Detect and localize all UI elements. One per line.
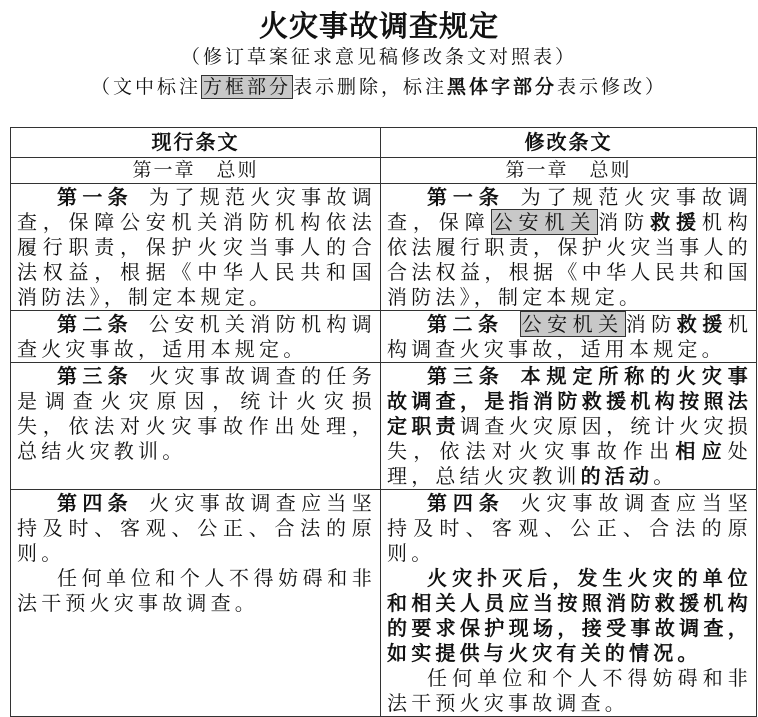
header-current: 现行条文 (11, 128, 381, 158)
article-number: 第二条 (427, 312, 504, 336)
text-segment: 消防 (625, 312, 677, 336)
header-revised: 修改条文 (381, 128, 757, 158)
article-number: 第三条 (427, 364, 505, 388)
article-row (11, 311, 757, 363)
paragraph (17, 364, 376, 464)
text-segment: 。 (653, 464, 678, 488)
note-suffix: 表示修改） (557, 76, 668, 98)
modified-text: 救援 (676, 312, 728, 336)
legend-note (0, 72, 758, 99)
article-revised (381, 311, 757, 363)
paragraph (17, 185, 376, 310)
article-number: 第一条 (57, 185, 134, 209)
modified-text: 的活动 (580, 464, 654, 488)
note-bold: 黑体字部分 (447, 76, 558, 98)
text-segment: 任何单位和个人不得妨碍和非法干预火灾事故调查。 (17, 566, 376, 615)
paragraph (17, 312, 376, 362)
text-segment: 处理，总结火灾教训 (387, 439, 752, 488)
article-number: 第一条 (427, 185, 505, 209)
modified-text: 相应 (675, 439, 728, 463)
chapter-revised: 第一章 总则 (381, 158, 757, 184)
subtitle: （修订草案征求意见稿修改条文对照表） (180, 46, 577, 68)
note-middle: 表示删除，标注 (292, 76, 447, 98)
paragraph (387, 666, 752, 716)
paragraph (387, 566, 752, 666)
note-prefix: （文中标注 (90, 76, 201, 98)
article-current (11, 490, 381, 717)
modified-text: 救援 (650, 210, 702, 234)
text-segment: 任何单位和个人不得妨碍和非法干预火灾事故调查。 (387, 666, 752, 715)
text-segment: 为了规范火灾事故调查，保障公安机关消防机构依法履行职责，保护火灾当事人的合法权益，根据《中华人民共和国消防法》，制定本规定。 (17, 185, 376, 309)
article-row (11, 184, 757, 311)
article-number: 第二条 (57, 312, 134, 336)
text-segment: 火灾事故调查的任务是调查火灾原因，统计火灾损失，依法对火灾事故作出处理，总结火灾教训。 (17, 364, 376, 463)
chapter-row (11, 158, 757, 184)
text-segment: 为了规范火灾事故调查，保障 (387, 185, 752, 234)
page-title: 火灾事故调查规定 (258, 9, 499, 43)
paragraph (387, 312, 752, 362)
paragraph (387, 491, 752, 566)
paragraph (17, 566, 376, 616)
article-number: 第四条 (427, 491, 505, 515)
article-row (11, 363, 757, 490)
text-segment: 机构依法履行职责，保护火灾当事人的合法权益，根据《中华人民共和国消防法》，制定本规定。 (387, 210, 752, 309)
text-segment: 调查火灾原因，统计火灾损失，依法对火灾事故作出 (387, 414, 752, 463)
article-revised (381, 184, 757, 311)
text-segment: 消防 (598, 210, 651, 234)
paragraph (387, 364, 752, 489)
article-revised (381, 363, 757, 490)
deleted-text: 公安机关 (492, 210, 597, 234)
note-boxed: 方框部分 (202, 76, 291, 98)
article-number: 第四条 (57, 491, 134, 515)
comparison-table (10, 127, 757, 717)
article-revised (381, 490, 757, 717)
chapter-current: 第一章 总则 (11, 158, 381, 184)
paragraph (387, 185, 752, 310)
modified-text: 火灾扑灭后，发生火灾的单位和相关人员应当按照消防救援机构的要求保护现场，接受事故调查，如实提供与火灾有关的情况。 (387, 566, 752, 665)
text-segment: 火灾事故调查应当坚持及时、客观、公正、合法的原则。 (17, 491, 376, 565)
article-current (11, 363, 381, 490)
article-row (11, 490, 757, 717)
paragraph (17, 491, 376, 566)
header-row (11, 128, 757, 158)
text-segment: 火灾事故调查应当坚持及时、客观、公正、合法的原则。 (387, 491, 752, 565)
text-segment: 公安机关消防机构调查火灾事故，适用本规定。 (17, 312, 376, 361)
article-current (11, 184, 381, 311)
deleted-text: 公安机关 (521, 312, 624, 336)
article-number: 第三条 (57, 364, 134, 388)
article-current (11, 311, 381, 363)
text-segment: 机构调查火灾事故，适用本规定。 (387, 312, 753, 361)
modified-text: 本规定所称的火灾事故调查，是指消防救援机构按照法定职责 (387, 364, 752, 438)
